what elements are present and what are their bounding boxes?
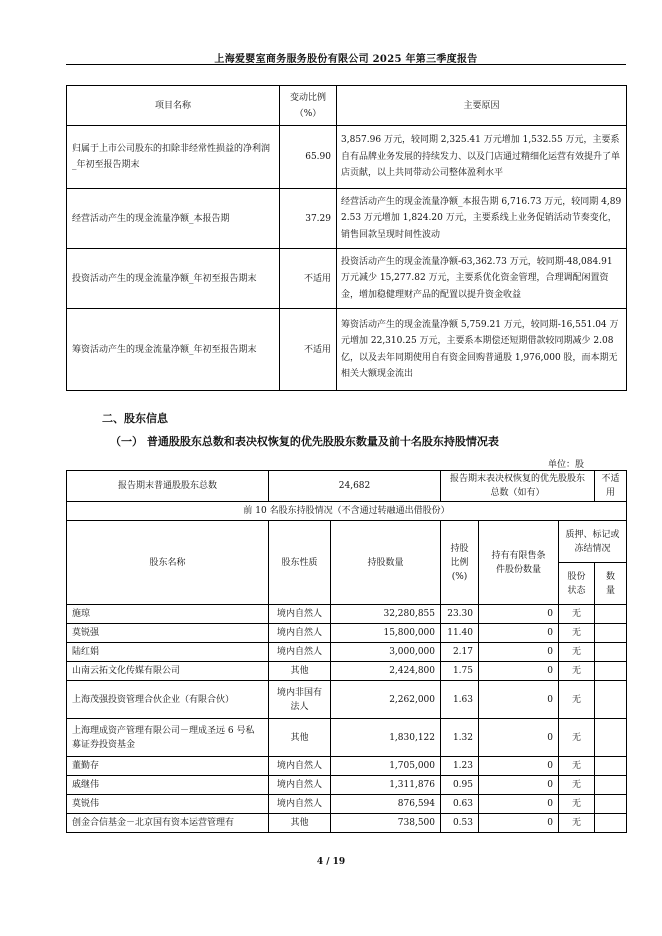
holder-qty <box>595 662 627 681</box>
table-row <box>67 624 627 643</box>
pref-holders-label: 报告期末表决权恢复的优先股股东总数（如有） <box>441 471 595 502</box>
col-header-pledge-status <box>559 563 595 605</box>
page-number: 4 / 19 <box>316 857 346 867</box>
holder-name: 施琼 <box>67 605 269 624</box>
holder-qty <box>595 643 627 662</box>
holder-name: 戚继伟 <box>67 776 269 795</box>
row-reason: 经营活动产生的现金流量净额_本报告期 6,716.73 万元，较同期 4,892.53 万元增加 1,824.20 万元，主要系线上业务促销活动节奏变化，销售回款呈现时间性波动 <box>337 189 627 249</box>
holder-qty <box>595 681 627 719</box>
col-header-pledge <box>559 521 627 563</box>
row-reason: 投资活动产生的现金流量净额-63,362.73 万元，较同期-48,084.91 万元减少 15,277.82 万元，主要系优化资金管理，合理调配闲置资金，增加稳健理财产品的配置以提升资金收益 <box>337 249 627 309</box>
row-reason: 筹资活动产生的现金流量净额 5,759.21 万元，较同期-16,551.04 万元增加 22,310.25 万元，主要系本期偿还短期借款较同期减少 2.08 亿，以及去年同期使用自有资金回购普通股 1,976,000 股，而本期无相关大额现金流出 <box>337 309 627 391</box>
holder-shares: 3,000,000 <box>331 643 441 662</box>
holder-restricted: 0 <box>479 795 559 814</box>
holder-nature: 境内非国有法人 <box>269 681 331 719</box>
holder-name: 董勤存 <box>67 757 269 776</box>
holder-ratio: 1.23 <box>441 757 479 776</box>
col-header-reason: 主要原因 <box>337 86 627 126</box>
holder-ratio: 0.53 <box>441 814 479 833</box>
table-row <box>67 681 627 719</box>
pledge-line1: 质押、标记或 <box>565 529 620 540</box>
caption-row <box>67 502 627 521</box>
header-rule <box>66 64 626 65</box>
holder-shares: 32,280,855 <box>331 605 441 624</box>
table-row <box>67 605 627 624</box>
holder-restricted: 0 <box>479 605 559 624</box>
holder-name: 上海理成资产管理有限公司－理成圣远 6 号私募证券投资基金 <box>67 719 269 757</box>
holder-ratio: 23.30 <box>441 605 479 624</box>
total-holders-value: 24,682 <box>269 471 441 502</box>
pref-holders-value: 不适用 <box>595 471 627 502</box>
col-header-nature: 股东性质 <box>269 521 331 605</box>
holder-name: 陆红娟 <box>67 643 269 662</box>
unit-label: 单位：股 <box>548 460 585 470</box>
holder-shares: 1,311,876 <box>331 776 441 795</box>
holder-qty <box>595 624 627 643</box>
holder-shares: 876,594 <box>331 795 441 814</box>
holder-nature: 境内自然人 <box>269 605 331 624</box>
table-row <box>67 814 627 833</box>
holder-nature: 其他 <box>269 814 331 833</box>
table-row <box>67 189 627 249</box>
section-title: 二、股东信息 <box>102 412 168 425</box>
pledge-qty-line1: 数 <box>605 571 615 582</box>
holder-restricted: 0 <box>479 776 559 795</box>
table-row <box>67 643 627 662</box>
holder-status: 无 <box>559 776 595 795</box>
holder-restricted: 0 <box>479 681 559 719</box>
table-row <box>67 126 627 189</box>
holder-nature: 境内自然人 <box>269 643 331 662</box>
pledge-qty-line2: 量 <box>605 585 615 596</box>
row-ratio: 37.29 <box>280 189 337 249</box>
holder-restricted: 0 <box>479 719 559 757</box>
holder-nature: 境内自然人 <box>269 757 331 776</box>
subsection-title: （一） 普通股股东总数和表决权恢复的优先股股东数量及前十名股东持股情况表 <box>110 435 499 448</box>
row-ratio: 65.90 <box>280 126 337 189</box>
holder-name: 莫锐强 <box>67 624 269 643</box>
holder-status: 无 <box>559 643 595 662</box>
holder-nature: 境内自然人 <box>269 795 331 814</box>
holder-shares: 1,705,000 <box>331 757 441 776</box>
holder-shares: 738,500 <box>331 814 441 833</box>
holder-restricted: 0 <box>479 662 559 681</box>
holder-status: 无 <box>559 719 595 757</box>
holder-shares: 2,424,800 <box>331 662 441 681</box>
row-item: 经营活动产生的现金流量净额_本报告期 <box>67 189 280 249</box>
holder-ratio: 1.32 <box>441 719 479 757</box>
col-header-ratio-line1: 变动比例 <box>289 92 326 103</box>
col-header-shares: 持股数量 <box>331 521 441 605</box>
holder-qty <box>595 814 627 833</box>
table-header-row <box>67 86 627 126</box>
pledge-status-line2: 状态 <box>567 585 586 596</box>
holder-ratio: 0.63 <box>441 795 479 814</box>
restricted-line2: 件股份数量 <box>495 564 541 575</box>
holder-ratio: 0.95 <box>441 776 479 795</box>
restricted-line1: 持有有限售条 <box>491 550 546 561</box>
holder-nature: 其他 <box>269 662 331 681</box>
holder-status: 无 <box>559 662 595 681</box>
pledge-line2: 冻结情况 <box>574 543 611 554</box>
ratio-line3: (%) <box>451 571 468 582</box>
holder-nature: 其他 <box>269 719 331 757</box>
holder-status: 无 <box>559 605 595 624</box>
col-header-item: 项目名称 <box>67 86 280 126</box>
holder-qty <box>595 605 627 624</box>
shareholder-table <box>66 470 627 833</box>
holder-qty <box>595 776 627 795</box>
holder-shares: 2,262,000 <box>331 681 441 719</box>
table-row <box>67 776 627 795</box>
holder-nature: 境内自然人 <box>269 776 331 795</box>
holder-ratio: 11.40 <box>441 624 479 643</box>
holder-ratio: 1.63 <box>441 681 479 719</box>
holder-shares: 1,830,122 <box>331 719 441 757</box>
holder-status: 无 <box>559 795 595 814</box>
col-header-restricted <box>479 521 559 605</box>
holder-name: 山南云拓文化传媒有限公司 <box>67 662 269 681</box>
holder-name: 创金合信基金－北京国有资本运营管理有 <box>67 814 269 833</box>
table-row <box>67 719 627 757</box>
ratio-line2: 比例 <box>450 557 469 568</box>
holder-status: 无 <box>559 624 595 643</box>
holder-qty <box>595 719 627 757</box>
col-header-pledge-qty <box>595 563 627 605</box>
table-row <box>67 249 627 309</box>
holder-ratio: 1.75 <box>441 662 479 681</box>
change-reason-table <box>66 85 627 391</box>
holder-ratio: 2.17 <box>441 643 479 662</box>
table-row <box>67 662 627 681</box>
row-item: 筹资活动产生的现金流量净额_年初至报告期末 <box>67 309 280 391</box>
holder-restricted: 0 <box>479 624 559 643</box>
table-row <box>67 795 627 814</box>
holder-status: 无 <box>559 757 595 776</box>
pledge-status-line1: 股份 <box>567 571 586 582</box>
total-holders-label: 报告期末普通股股东总数 <box>67 471 269 502</box>
row-item: 投资活动产生的现金流量净额_年初至报告期末 <box>67 249 280 309</box>
holder-qty <box>595 757 627 776</box>
holder-status: 无 <box>559 814 595 833</box>
holder-status: 无 <box>559 681 595 719</box>
holder-restricted: 0 <box>479 814 559 833</box>
top10-caption: 前 10 名股东持股情况（不含通过转融通出借股份） <box>67 502 627 521</box>
holder-name: 上海茂强投资管理合伙企业（有限合伙） <box>67 681 269 719</box>
holder-qty <box>595 795 627 814</box>
col-header-name: 股东名称 <box>67 521 269 605</box>
holder-name: 莫锐伟 <box>67 795 269 814</box>
page-header: 上海爱婴室商务服务股份有限公司 2025 年第三季度报告 <box>214 54 478 65</box>
summary-row <box>67 471 627 502</box>
row-item: 归属于上市公司股东的扣除非经常性损益的净利润_年初至报告期末 <box>67 126 280 189</box>
ratio-line1: 持股 <box>450 543 469 554</box>
holder-restricted: 0 <box>479 757 559 776</box>
table-row <box>67 309 627 391</box>
holder-restricted: 0 <box>479 643 559 662</box>
row-reason: 3,857.96 万元，较同期 2,325.41 万元增加 1,532.55 万元，主要系自有品牌业务发展的持续发力、以及门店通过精细化运营有效提升了单店贡献，以上共同带动公司整体盈利水平 <box>337 126 627 189</box>
table-row <box>67 757 627 776</box>
row-ratio: 不适用 <box>280 249 337 309</box>
col-header-ratio <box>441 521 479 605</box>
holder-nature: 境内自然人 <box>269 624 331 643</box>
holder-shares: 15,800,000 <box>331 624 441 643</box>
col-header-ratio-line2: （%） <box>294 108 322 119</box>
col-header-ratio <box>280 86 337 126</box>
row-ratio: 不适用 <box>280 309 337 391</box>
header-row <box>67 521 627 563</box>
